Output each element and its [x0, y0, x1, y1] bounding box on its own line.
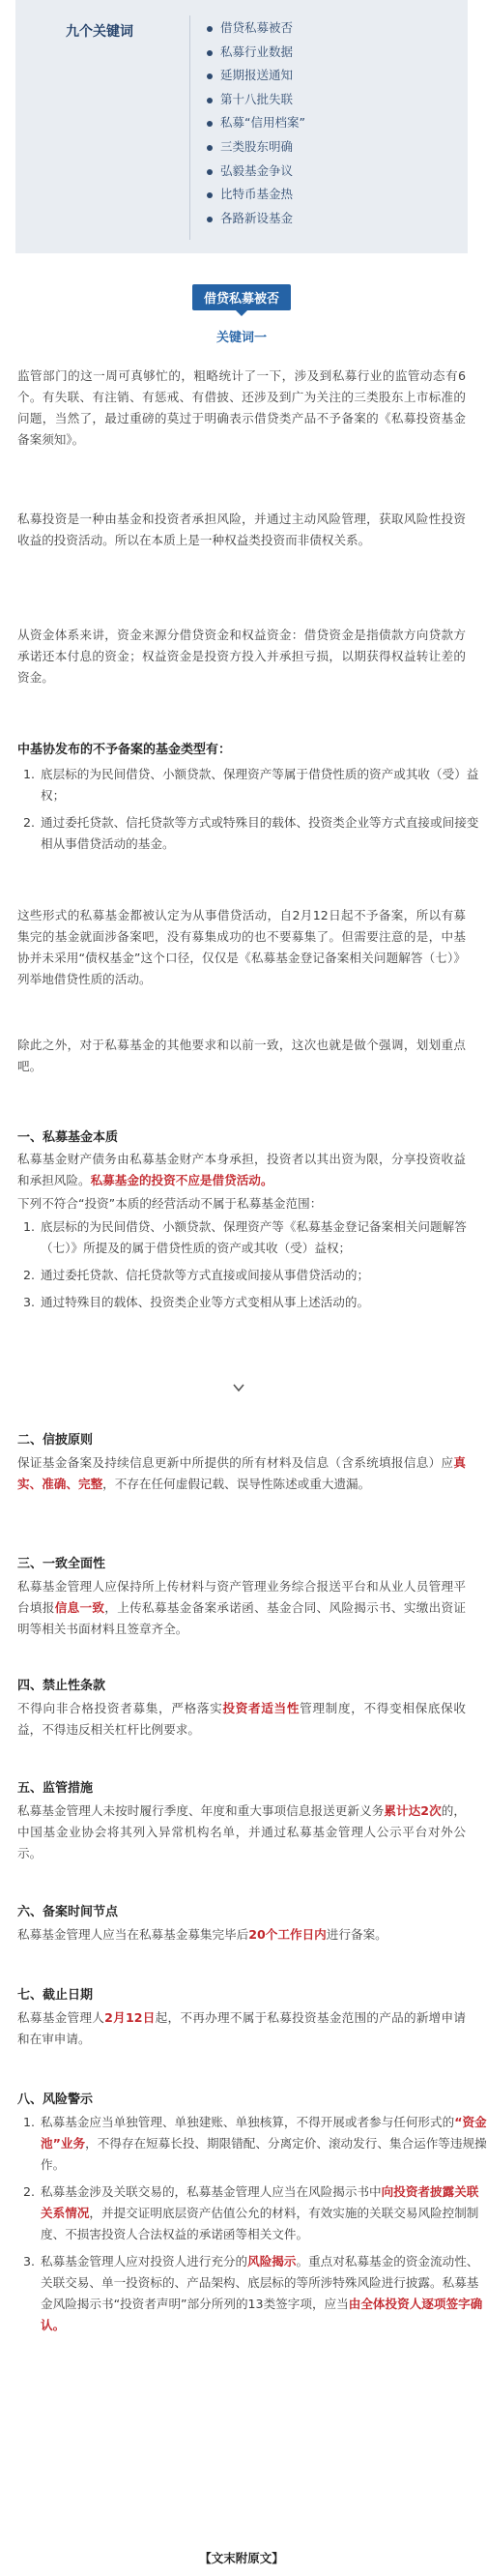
rejected-types-list	[17, 764, 487, 861]
item-paragraph: 私募基金管理人应当在私募基金募集完毕后20个工作日内进行备案。	[17, 1927, 387, 1942]
keyword-item: 第十八批失联	[207, 88, 305, 112]
highlight-text: 信息一致	[54, 1600, 105, 1615]
highlight-text: 2月12日	[104, 2010, 156, 2025]
list-item: 3. 私募基金管理人应对投资人进行充分的风险揭示。重点对私募基金的资金流动性、关联交易、单一投资标的、产品架构、底层标的等所涉特殊风险进行披露。私募基金风险揭示书“投资者声明”部分所列的13类签字项，应当由全体投资人逐项签字确认。	[39, 2251, 487, 2336]
item-heading: 三、一致全面性	[17, 1557, 106, 1571]
keyword-item: 弘毅基金争议	[207, 160, 305, 184]
list-item: 2. 通过委托贷款、信托贷款等方式或特殊目的载体、投资类企业等方式直接或间接变相从事借贷活动的基金。	[39, 812, 487, 855]
highlight-text: 20个工作日内	[248, 1927, 327, 1942]
item-heading: 二、信披原则	[17, 1433, 94, 1448]
highlight-text: 由全体投资人逐项签字确认。	[41, 2297, 483, 2332]
original-text-link[interactable]: 【文末附原文】	[199, 2551, 284, 2565]
section-subtitle: 关键词一	[215, 331, 267, 345]
item-heading: 八、风险警示	[17, 2093, 94, 2107]
item-heading: 四、禁止性条款	[17, 1679, 106, 1693]
keyword-item: 私募“信用档案”	[207, 111, 305, 135]
item-list	[17, 1216, 487, 1319]
item-heading: 一、私募基金本质	[17, 1130, 119, 1145]
item-paragraph: 下列不符合“投资”本质的经营活动不属于私募基金范围：	[17, 1196, 323, 1211]
funding-paragraph: 从资金体系来讲，资金来源分借贷资金和权益资金：借贷资金是指债款方向贷款方承诺还本付息的资金；权益资金是投资方投入并承担亏损，以期获得权益转让差的资金。	[17, 628, 466, 685]
keyword-item: 比特币基金热	[207, 183, 305, 207]
rejected-types-heading: 中基协发布的不予备案的基金类型有：	[17, 743, 232, 757]
list-item: 2. 通过委托贷款、信托贷款等方式直接或间接从事借贷活动的；	[39, 1265, 487, 1286]
highlight-text: 风险揭示	[247, 2254, 297, 2269]
intro-paragraph: 监管部门的这一周可真够忙的，粗略统计了一下，涉及到私募行业的监管动态有6个。有失联、有注销、有惩戒、有借披、还涉及到广为关注的三类股东上市标准的问题，当然了，最过重磅的莫过于明确表示借贷类产品不予备案的《私募投资基金备案须知》。	[17, 368, 466, 447]
list-item: 3. 通过特殊目的载体、投资类企业等方式变相从事上述活动的。	[39, 1292, 487, 1313]
item-paragraph: 私募基金管理人应保持所上传材料与资产管理业务综合报送平台和从业人员管理平台填报信息一致，上传私募基金备案承诺函、基金合同、风险揭示书、实缴出资证明等相关书面材料且签章齐全。	[17, 1579, 467, 1636]
keyword-item: 借贷私募被否	[207, 16, 305, 41]
item-heading: 七、截止日期	[17, 1988, 94, 2003]
summary-paragraph: 除此之外，对于私募基金的其他要求和以前一致，这次也就是做个强调，划划重点吧。	[17, 1038, 466, 1073]
keyword-item: 三类股东明确	[207, 135, 305, 160]
keywords-list	[207, 16, 305, 230]
list-item: 2. 私募基金涉及关联交易的，私募基金管理人应当在风险揭示书中向投资者披露关联关系情况，并提交证明底层资产估值公允的材料，有效实施的关联交易风险控制制度、不损害投资人合法权益的承诺函等相关文件。	[39, 2181, 487, 2245]
highlight-text: 投资者适当性	[222, 1701, 301, 1715]
item-heading: 六、备案时间节点	[17, 1905, 119, 1919]
highlight-text: “资金池”业务	[41, 2115, 487, 2151]
list-item: 1. 底层标的为民间借贷、小额贷款、保理资产等属于借贷性质的资产或其收（受）益权；	[39, 764, 487, 806]
chevron-down-icon	[232, 1381, 245, 1394]
item-paragraph: 私募基金管理人2月12日起，不再办理不属于私募投资基金范围的产品的新增申请和在审申请。	[17, 2010, 467, 2046]
item-paragraph: 私募基金管理人未按时履行季度、年度和重大事项信息报送更新义务累计达2次的，中国基金业协会将其列入异常机构名单，并通过私募基金管理人公示平台对外公示。	[17, 1803, 467, 1860]
keyword-item: 私募行业数据	[207, 41, 305, 65]
keywords-box	[15, 0, 468, 253]
list-item: 1. 底层标的为民间借贷、小额贷款、保理资产等《私募基金登记备案相关问题解答（七）》所提及的属于借贷性质的资产或其收（受）益权；	[39, 1216, 487, 1259]
list-item: 1. 私募基金应当单独管理、单独建账、单独核算，不得开展或者参与任何形式的“资金池”业务，不得存在短募长投、期限错配、分离定价、滚动发行、集合运作等违规操作。	[39, 2112, 487, 2176]
risk-warning-list	[17, 2112, 487, 2342]
highlight-text: 向投资者披露关联关系情况	[41, 2184, 479, 2220]
highlight-text: 真实、准确、完整	[17, 1455, 466, 1491]
definition-paragraph: 私募投资是一种由基金和投资者承担风险，并通过主动风险管理，获取风险性投资收益的投资活动。所以在本质上是一种权益类投资而非债权关系。	[17, 512, 466, 547]
keyword-item: 延期报送通知	[207, 64, 305, 88]
item-paragraph: 私募基金财产债务由私募基金财产本身承担，投资者以其出资为限，分享投资收益和承担风险。私募基金的投资不应是借贷活动。	[17, 1152, 466, 1187]
highlight-text: 私募基金的投资不应是借贷活动。	[90, 1173, 273, 1187]
item-paragraph: 不得向非合格投资者募集，严格落实投资者适当性管理制度，不得变相保底保收益，不得违反相关杠杆比例要求。	[17, 1701, 467, 1737]
highlight-text: 累计达2次	[384, 1803, 442, 1818]
item-paragraph: 保证基金备案及持续信息更新中所提供的所有材料及信息（含系统填报信息）应真实、准确、完整，不存在任何虚假记载、误导性陈述或重大遗漏。	[17, 1455, 466, 1491]
section-badge: 借贷私募被否	[192, 284, 291, 310]
section-badge-wrap	[0, 284, 483, 310]
keywords-divider	[189, 15, 190, 240]
item-heading: 五、监管措施	[17, 1781, 94, 1796]
keyword-item: 各路新设基金	[207, 207, 305, 231]
effective-date-paragraph: 这些形式的私募基金都被认定为从事借贷活动，自2月12日起不予备案，所以有募集完的基金就面涉备案吧，没有募集成功的也不要募集了。但需要注意的是，中基协并未采用“债权基金”这个口径，仅仅是《私募基金登记备案相关问题解答（七）》列举地借贷性质的活动。	[17, 908, 466, 986]
keywords-title: 九个关键词	[66, 24, 133, 40]
